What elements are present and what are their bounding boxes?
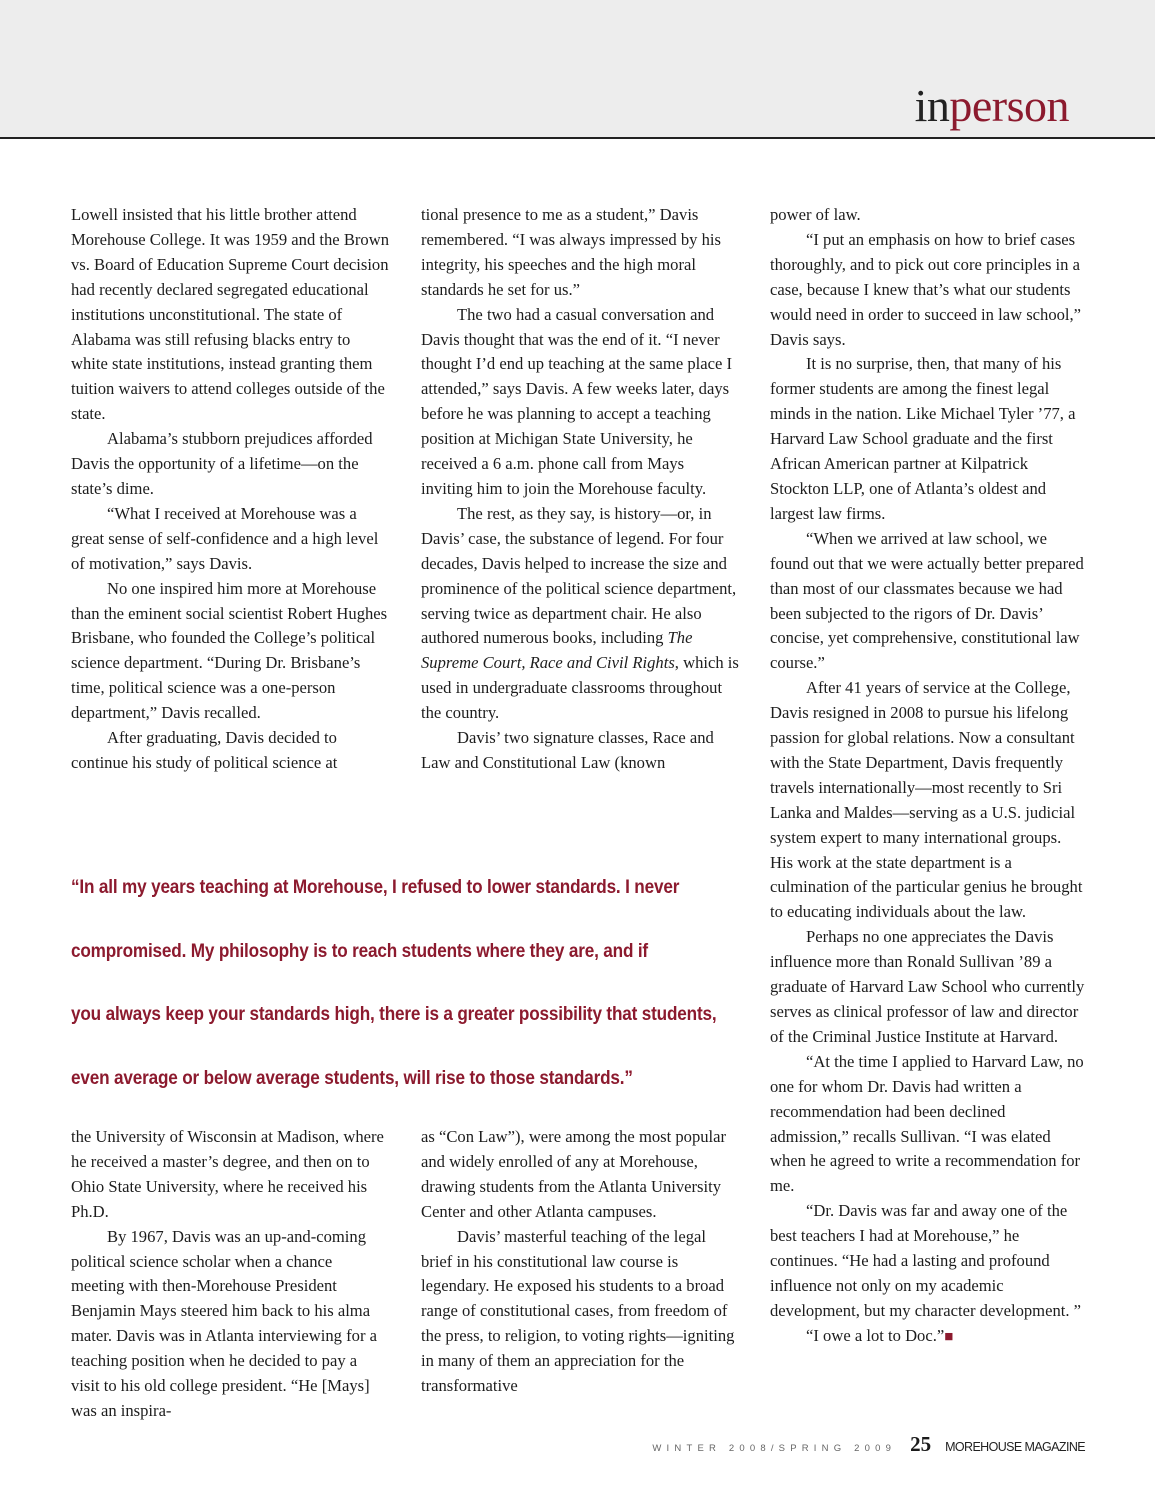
issue-date: WINTER 2008/SPRING 2009 bbox=[652, 1443, 897, 1454]
paragraph: By 1967, Davis was an up-and-coming political science scholar when a chance meeting with then-Morehouse President Benjamin Mays steered him back to his alma mater. Davis was in Atlanta interviewing for a teaching position when he decided to pay a visit to his old college president. “He [Mays] was an inspira- bbox=[71, 1226, 377, 1420]
paragraph: Alabama’s stubborn prejudices afforded Davis the opportunity of a lifetime—on the state’s dime. bbox=[71, 429, 373, 498]
page-number: 25 bbox=[910, 1432, 932, 1456]
paragraph: “Dr. Davis was far and away one of the best teachers I had at Morehouse,” he continues. “He had a lasting and profound influence not only on my academic development, but my character development. ” bbox=[770, 1201, 1082, 1320]
paragraph: power of law. bbox=[770, 205, 861, 224]
paragraph: the University of Wisconsin at Madison, where he received a master’s degree, and then on to Ohio State University, where he received his Ph.D. bbox=[71, 1127, 384, 1221]
paragraph: It is no surprise, then, that many of his former students are among the finest legal minds in the nation. Like Michael Tyler ’77, a Harvard Law School graduate and the first African American partner at Kilpatrick Stockton LLP, one of Atlanta’s oldest and largest law firms. bbox=[770, 354, 1076, 523]
paragraph: Davis’ masterful teaching of the legal brief in his constitutional law course is legendary. He exposed his students to a broad range of constitutional cases, from freedom of the press, to religion, to voting rights—igniting in many of them an appreciation for the transformative bbox=[421, 1226, 735, 1396]
section-title-in: in bbox=[914, 80, 950, 131]
paragraph: “When we arrived at law school, we found out that we were actually better prepared than most of our classmates because we had been subjected to the rigors of Dr. Davis’ concise, yet comprehensive, constitutional law course.” bbox=[770, 528, 1084, 673]
article-column-3 bbox=[770, 203, 1088, 1350]
paragraph: Lowell insisted that his little brother attend Morehouse College. It was 1959 and the Brown vs. Board of Education Supreme Court decision had recently declared segregated educational institutions unconstitutional. The state of Alabama was still refusing blacks entry to white state institutions, instead granting them tuition waivers to attend colleges outside of the state. bbox=[71, 205, 389, 424]
paragraph: After 41 years of service at the College, Davis resigned in 2008 to pursue his lifelong passion for global relations. Now a consultant with the State Department, Davis frequently travels internationally—most recently to Sri Lanka and Maldes—serving as a U.S. judicial system expert to many international groups. His work at the state department is a culmination of the particular genius he brought to educating individuals about the law. bbox=[770, 678, 1083, 922]
article-column-1 bbox=[71, 203, 389, 776]
paragraph: “At the time I applied to Harvard Law, no one for whom Dr. Davis had written a recommendation had been declined admission,” recalls Sullivan. “I was elated when he agreed to write a recommendation for me. bbox=[770, 1051, 1084, 1196]
paragraph-text: The rest, as they say, is history—or, in Davis’ case, the substance of legend. For four decades, Davis helped to increase the size and prominence of the political science department, serving twice as department chair. He also authored numerous books, including bbox=[421, 503, 737, 648]
paragraph: No one inspired him more at Morehouse than the eminent social scientist Robert Hughes Brisbane, who founded the College’s political science department. “During Dr. Brisbane’s time, political science was a one-person department,” Davis recalled. bbox=[71, 578, 388, 723]
pull-quote-line: “In all my years teaching at Morehouse, I refused to lower standards. I never bbox=[71, 876, 680, 898]
pull-quote-line: compromised. My philosophy is to reach students where they are, and if bbox=[71, 939, 648, 962]
paragraph: After graduating, Davis decided to continue his study of political science at bbox=[71, 728, 338, 772]
paragraph: “What I received at Morehouse was a great sense of self-confidence and a high level of motivation,” says Davis. bbox=[71, 503, 379, 573]
paragraph: Perhaps no one appreciates the Davis influence more than Ronald Sullivan ’89 a graduate of Harvard Law School who currently serves as clinical professor of law and director of the Criminal Justice Institute at Harvard. bbox=[770, 927, 1085, 1046]
section-title-person: person bbox=[949, 80, 1069, 131]
book-title: The Supreme Court, Race and Civil Rights bbox=[421, 628, 693, 673]
pull-quote bbox=[71, 856, 743, 1110]
paragraph: as “Con Law”), were among the most popular and widely enrolled of any at Morehouse, drawing students from the Atlanta University Center and other Atlanta campuses. bbox=[421, 1127, 727, 1221]
article-column-2 bbox=[421, 203, 739, 776]
paragraph: Davis’ two signature classes, Race and Law and Constitutional Law (known bbox=[421, 728, 714, 772]
closing-line: “I owe a lot to Doc.” bbox=[806, 1325, 945, 1345]
paragraph: “I put an emphasis on how to brief cases thoroughly, and to pick out core principles in a case, because I knew that’s what our students would need in order to succeed in law school,” Davis says. bbox=[770, 229, 1082, 349]
magazine-name: MOREHOUSE MAGAZINE bbox=[945, 1440, 1085, 1454]
pull-quote-line: even average or below average students, will rise to those standards.” bbox=[71, 1066, 633, 1089]
pull-quote-line: you always keep your standards high, there is a greater possibility that students, bbox=[71, 1003, 717, 1025]
paragraph bbox=[770, 1324, 1088, 1350]
page-footer bbox=[652, 1432, 1085, 1460]
paragraph bbox=[421, 502, 739, 726]
paragraph-text: , which is used in undergraduate classrooms throughout the country. bbox=[421, 653, 739, 723]
article-column-2-lower bbox=[421, 1125, 739, 1399]
paragraph: tional presence to me as a student,” Davis remembered. “I was always impressed by his integrity, his speeches and the high moral standards he set for us.” bbox=[421, 205, 721, 299]
paragraph: The two had a casual conversation and Davis thought that was the end of it. “I never thought I’d end up teaching at the same place I attended,” says Davis. A few weeks later, days before he was planning to accept a teaching position at Michigan State University, he received a 6 a.m. phone call from Mays inviting him to join the Morehouse faculty. bbox=[421, 304, 733, 498]
article-column-1-lower bbox=[71, 1125, 389, 1424]
section-title bbox=[915, 78, 1069, 134]
end-mark-icon: ■ bbox=[944, 1328, 954, 1345]
